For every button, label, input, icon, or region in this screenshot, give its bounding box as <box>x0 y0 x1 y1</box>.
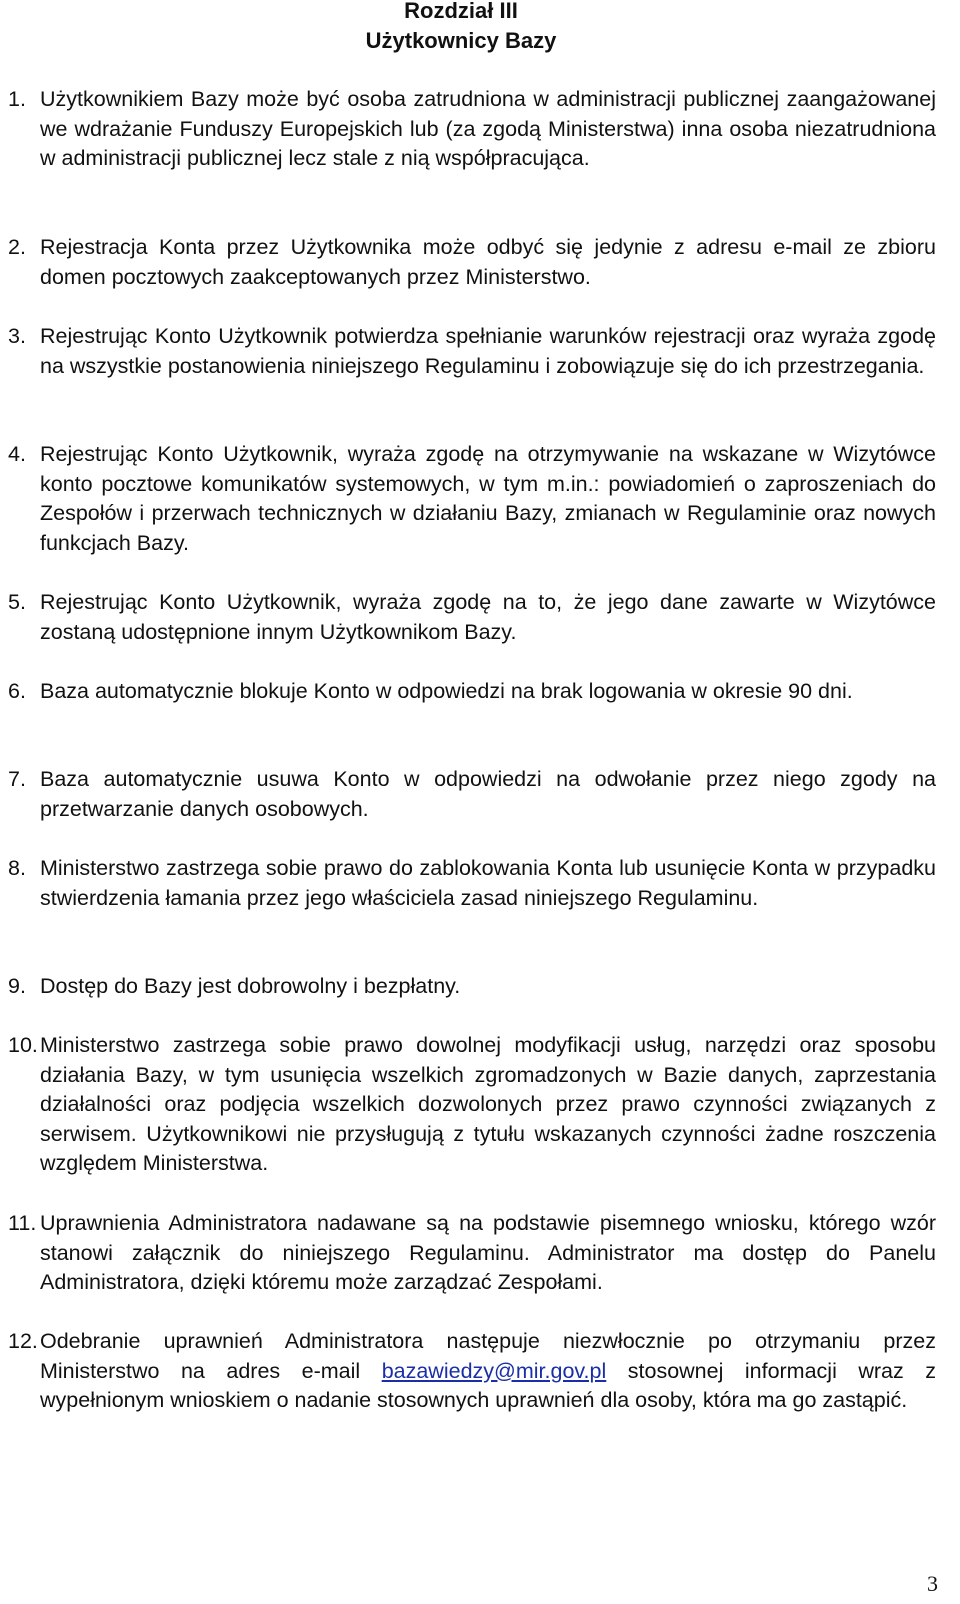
list-item-9 <box>8 972 936 1002</box>
list-item-2 <box>8 233 936 292</box>
item-text: Użytkownikiem Bazy może być osoba zatrudniona w administracji publicznej zaangażowanej we wdrażanie Funduszy Europejskich lub (za zgodą Ministerstwa) inna osoba niezatrudniona w administracji publicznej lecz stale z nią współpracująca. <box>40 87 936 170</box>
item-number: 11. <box>8 1211 37 1235</box>
list-item-8 <box>8 854 936 913</box>
item-text: Uprawnienia Administratora nadawane są na podstawie pisemnego wniosku, którego wzór stanowi załącznik do niniejszego Regulaminu. Administrator ma dostęp do Panelu Administratora, dzięki któremu może zarządzać Zespołami. <box>40 1211 936 1294</box>
item-text: Baza automatycznie usuwa Konto w odpowiedzi na odwołanie przez niego zgody na przetwarzanie danych osobowych. <box>40 767 936 821</box>
item-text: Rejestrując Konto Użytkownik potwierdza spełnianie warunków rejestracji oraz wyraża zgodę na wszystkie postanowienia niniejszego Regulaminu i zobowiązuje się do ich przestrzegania. <box>40 324 936 378</box>
item-number: 5. <box>8 590 26 614</box>
list-item-5 <box>8 588 936 647</box>
item-text: Rejestracja Konta przez Użytkownika może odbyć się jedynie z adresu e-mail ze zbioru domen pocztowych zaakceptowanych przez Ministerstwo. <box>40 235 936 289</box>
item-number: 10. <box>8 1033 38 1057</box>
item-text: Rejestrując Konto Użytkownik, wyraża zgodę na otrzymywanie na wskazane w Wizytówce konto pocztowe komunikatów systemowych, w tym m.in.: powiadomień o zaproszeniach do Zespołów i przerwach technicznych w działaniu Bazy, zmianach w Regulaminie oraz nowych funkcjach Bazy. <box>40 442 936 555</box>
item-number: 4. <box>8 442 26 466</box>
list-item-7 <box>8 765 936 824</box>
email-link[interactable]: bazawiedzy@mir.gov.pl <box>381 1358 607 1383</box>
chapter-title: Użytkownicy Bazy <box>365 28 557 53</box>
list-item-1 <box>8 85 936 174</box>
item-number: 1. <box>8 87 26 111</box>
page-number: 3 <box>927 1571 938 1596</box>
list-item-12 <box>8 1327 936 1416</box>
item-number: 2. <box>8 235 26 259</box>
item-text: Dostęp do Bazy jest dobrowolny i bezpłatny. <box>40 974 461 998</box>
item-text-before-link: Odebranie uprawnień Administratora następuje niezwłocznie po otrzymaniu przez Ministerstwo na adres e-mail <box>40 1329 936 1383</box>
item-text: Ministerstwo zastrzega sobie prawo dowolnej modyfikacji usług, narzędzi oraz sposobu działania Bazy, w tym usunięcia wszelkich zgromadzonych w Bazie danych, zaprzestania działalności oraz podjęcia wszelkich dozwolonych przez prawo czynności związanych z serwisem. Użytkownikowi nie przysługują z tytułu wskazanych czynności żadne roszczenia względem Ministerstwa. <box>40 1033 936 1175</box>
item-text: Rejestrując Konto Użytkownik, wyraża zgodę na to, że jego dane zawarte w Wizytówce zostaną udostępnione innym Użytkownikom Bazy. <box>40 590 936 644</box>
item-number: 9. <box>8 974 26 998</box>
item-text-after-link: stosownej informacji wraz z wypełnionym wnioskiem o nadanie stosownych uprawnień dla osoby, która ma go zastąpić. <box>40 1358 936 1412</box>
list-item-3 <box>8 322 936 381</box>
item-number: 8. <box>8 856 26 880</box>
item-number: 12. <box>8 1329 38 1353</box>
chapter-heading: Rozdział III <box>404 0 518 23</box>
item-number: 3. <box>8 324 26 348</box>
item-number: 7. <box>8 767 26 791</box>
item-text: Ministerstwo zastrzega sobie prawo do zablokowania Konta lub usunięcie Konta w przypadku stwierdzenia łamania przez jego właściciela zasad niniejszego Regulaminu. <box>40 856 936 910</box>
item-text: Baza automatycznie blokuje Konto w odpowiedzi na brak logowania w okresie 90 dni. <box>40 679 853 703</box>
list-item-4 <box>8 440 936 558</box>
list-item-10 <box>8 1031 936 1179</box>
item-number: 6. <box>8 679 26 703</box>
list-item-6 <box>8 677 936 707</box>
item-text <box>40 1327 936 1416</box>
list-item-11 <box>8 1209 936 1298</box>
